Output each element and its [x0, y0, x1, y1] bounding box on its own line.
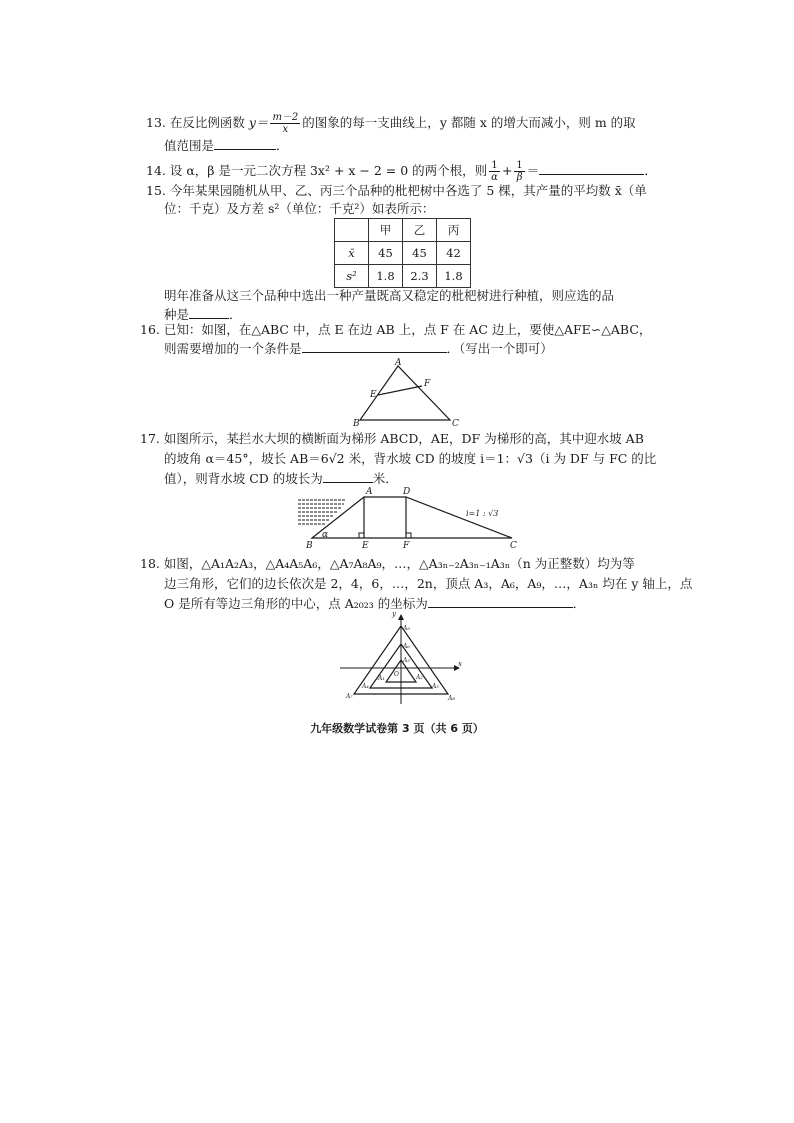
question-text: 明年准备从这三个品种中选出一种产量既高又稳定的枇杷树进行种植，则应选的品	[164, 288, 615, 303]
label-a8: A₈	[448, 695, 455, 702]
label-a1: A₁	[378, 675, 385, 682]
segment-ef	[378, 386, 422, 395]
dam-cross-section-figure	[290, 486, 530, 552]
question-number: 15.	[146, 183, 166, 198]
label-f: F	[403, 541, 410, 551]
question-text: 值），则背水坡 CD 的坡长为	[164, 471, 323, 486]
water-hatching	[298, 500, 346, 524]
table-cell: 1.8	[369, 265, 403, 288]
answer-blank[interactable]	[539, 162, 644, 175]
table-row	[335, 265, 471, 288]
table-header-row	[335, 219, 471, 242]
question-text: 米．	[372, 471, 398, 486]
right-angle-f	[406, 533, 411, 538]
question-text: 的图象的每一支曲线上，	[302, 115, 440, 130]
question-18-line-2	[164, 576, 692, 592]
table-cell: 2.3	[403, 265, 437, 288]
question-text: y 都随 x 的增大而减小，则 m 的取	[439, 115, 636, 130]
label-x: x	[458, 660, 462, 668]
period: ．	[276, 138, 289, 153]
page-footer: 九年级数学试卷第 3 页（共 6 页）	[310, 722, 484, 735]
answer-blank[interactable]	[428, 595, 573, 608]
label-c: C	[510, 541, 517, 551]
question-number: 16.	[140, 322, 160, 337]
label-e: E	[370, 390, 377, 400]
question-18-line-3	[164, 595, 585, 612]
answer-blank[interactable]	[323, 470, 373, 483]
table-header-cell	[335, 219, 369, 242]
question-17-line-1	[140, 431, 644, 447]
label-a4: A₄	[362, 683, 369, 690]
period: ．	[572, 596, 586, 611]
label-alpha: α	[322, 530, 329, 540]
label-b: B	[353, 419, 360, 429]
question-15-line-4	[164, 306, 242, 323]
slope-label: i=1 : √3	[466, 509, 499, 518]
table-cell: x̄	[335, 242, 369, 265]
equals-sign: ＝	[526, 163, 540, 178]
question-text: 已知：如图，在△ABC 中，点 E 在边 AB 上，点 F 在 AC 边上，要使△AFE∽△ABC，	[163, 322, 652, 337]
period: ．	[229, 307, 242, 322]
table-cell: s²	[335, 265, 369, 288]
plus-sign: +	[501, 163, 513, 178]
table-header-cell: 丙	[437, 219, 471, 242]
table-cell: 42	[437, 242, 471, 265]
label-e: E	[362, 541, 369, 551]
table-cell: 1.8	[437, 265, 471, 288]
answer-blank[interactable]	[189, 306, 229, 319]
question-17-line-3	[164, 470, 398, 487]
function-y: y＝	[248, 115, 269, 130]
question-17-line-2	[164, 451, 656, 467]
question-text: 值范围是	[164, 138, 215, 153]
question-text: 如图所示，某拦水大坝的横断面为梯形 ABCD，AE，DF 为梯形的高，其中迎水坡 AB	[163, 431, 644, 446]
table-header-cell: 乙	[403, 219, 437, 242]
question-text: 边三角形，它们的边长依次是 2，4，6，…，2n，顶点 A₃，A₆，A₉，…，A₃ₙ 均在 y 轴上，点	[164, 576, 693, 591]
question-text: 在反比例函数	[169, 115, 245, 130]
question-text: 则需要增加的一个条件是	[164, 341, 302, 356]
question-text: 的坡角 α＝45°，坡长 AB＝6√2 米，背水坡 CD 的坡度 i＝1：√3（i 为 DF 与 FC 的比	[164, 451, 657, 466]
question-15-line-2	[164, 201, 434, 217]
table-cell: 45	[403, 242, 437, 265]
question-16-line-1	[140, 322, 651, 338]
label-f: F	[424, 379, 431, 389]
label-a: A	[366, 487, 373, 497]
period: ．	[644, 163, 657, 178]
y-axis-arrow	[398, 614, 404, 620]
variance-table	[334, 218, 471, 288]
question-15-line-1	[146, 183, 647, 199]
answer-blank[interactable]	[302, 340, 447, 353]
question-16-line-2	[164, 340, 553, 357]
question-13-line-2	[164, 137, 289, 154]
question-number: 18.	[140, 556, 160, 571]
label-a6: A₆	[403, 643, 410, 650]
question-number: 17.	[140, 431, 160, 446]
question-number: 13.	[146, 115, 166, 130]
question-text: 种是	[164, 307, 190, 322]
question-text: 今年某果园随机从甲、乙、丙三个品种的枇杷树中各选了 5 棵，其产量的平均数 x̄（单	[169, 183, 647, 198]
label-a: A	[395, 358, 402, 368]
fraction-1-over-alpha: $\frac{1}{\alpha}$	[491, 160, 498, 183]
label-o: O	[394, 671, 399, 678]
table-row	[335, 242, 471, 265]
nested-triangles-figure	[336, 612, 466, 706]
label-b: B	[306, 541, 313, 551]
label-c: C	[452, 419, 459, 429]
table-header-cell: 甲	[369, 219, 403, 242]
question-number: 14.	[146, 163, 166, 178]
question-text: 如图，△A₁A₂A₃，△A₄A₅A₆，△A₇A₈A₉，…，△A₃ₙ₋₂A₃ₙ₋₁A₃ₙ（n 为正整数）均为等	[163, 556, 635, 571]
question-text: 位：千克）及方差 s²（单位：千克²）如表所示：	[164, 201, 435, 216]
label-a7: A₇	[346, 693, 353, 700]
label-a2: A₂	[416, 674, 423, 681]
fraction-1-over-beta: $\frac{1}{\beta}$	[516, 160, 523, 183]
label-d: D	[403, 487, 411, 497]
label-a5: A₅	[432, 683, 439, 690]
question-18-line-1	[140, 556, 635, 572]
question-13-line-1	[146, 112, 636, 135]
question-text: 设 α，β 是一元二次方程 3x² + x − 2 = 0 的两个根，则	[169, 163, 488, 178]
table-cell: 45	[369, 242, 403, 265]
question-text: O 是所有等边三角形的中心，点 A₂₀₂₃ 的坐标为	[164, 596, 428, 611]
right-angle-e	[359, 533, 364, 538]
question-15-line-3	[164, 288, 614, 304]
fraction-m-minus-2-over-x: $\frac{m-2}{x}$	[272, 112, 299, 135]
question-text: ．（写出一个即可）	[446, 341, 553, 356]
label-y: y	[392, 610, 396, 618]
answer-blank[interactable]	[214, 137, 276, 150]
label-a9: A₉	[403, 625, 410, 632]
triangle-abc-figure	[350, 358, 470, 428]
question-14	[146, 160, 657, 183]
label-a3: A₃	[403, 657, 410, 664]
